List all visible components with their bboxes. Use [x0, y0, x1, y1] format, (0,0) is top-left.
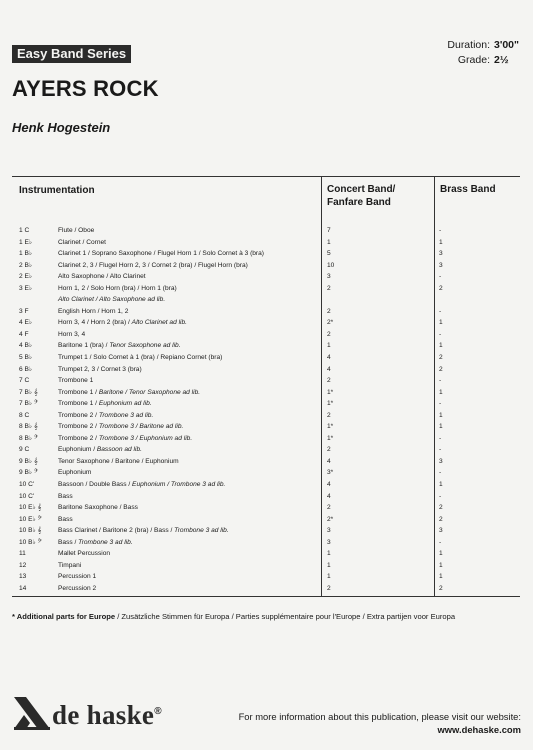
table-row: [0, 225, 533, 237]
part-number: 11: [19, 550, 26, 558]
duration-label: Duration:: [447, 39, 490, 51]
brass-band-count: 1: [439, 238, 443, 246]
part-description: [58, 479, 225, 491]
part-number: 10 E♭ 𝄢: [19, 515, 42, 523]
part-description-plain: English Horn / Horn 1, 2: [58, 307, 129, 315]
brass-band-count: -: [439, 400, 442, 408]
footnote: [12, 612, 455, 621]
registered-mark-icon: ®: [154, 706, 162, 717]
table-row: [0, 514, 533, 526]
part-number: 9 C: [19, 446, 30, 454]
brass-band-count: 3: [439, 261, 443, 269]
part-description: [58, 260, 248, 272]
table-row: [0, 306, 533, 318]
table-row: [0, 491, 533, 503]
table-row: [0, 375, 533, 387]
part-description-plain: Clarinet 2, 3 / Flugel Horn 2, 3 / Cornet 2 (bra) / Flugel Horn (bra): [58, 261, 248, 269]
part-description-plain: Bass /: [58, 538, 79, 546]
brass-band-count: 2: [439, 504, 443, 512]
part-description-italic: Alto Clarinet ad lib.: [131, 319, 188, 327]
brass-band-count: 3: [439, 457, 443, 465]
table-row: [0, 237, 533, 249]
part-number: 10 C': [19, 481, 35, 489]
footnote-bold: * Additional parts for Europe: [12, 612, 116, 621]
brass-band-count: 1: [439, 411, 443, 419]
concert-band-count: 2: [327, 307, 331, 315]
part-number: 10 B♭ 𝄢: [19, 538, 42, 546]
table-row: [0, 398, 533, 410]
part-description-plain: Timpani: [58, 561, 82, 569]
concert-band-count: 4: [327, 365, 331, 373]
part-number: 3 F: [19, 307, 29, 315]
concert-band-count: 3*: [327, 469, 334, 477]
part-description: [58, 283, 177, 295]
brass-band-count: -: [439, 469, 442, 477]
concert-band-count: 1*: [327, 400, 334, 408]
concert-band-count: 10: [327, 261, 335, 269]
brass-band-count: -: [439, 434, 442, 442]
table-row: [0, 571, 533, 583]
table-row: [0, 548, 533, 560]
part-description-plain: Trombone 2 /: [58, 434, 99, 442]
concert-band-count: 4: [327, 457, 331, 465]
part-description: [58, 548, 110, 560]
part-description: [58, 375, 93, 387]
part-description: [58, 271, 146, 283]
part-number: 8 B♭ 𝄢: [19, 434, 39, 442]
part-description-italic: Trombone 3 ad lib.: [174, 527, 229, 535]
part-number: 7 C: [19, 377, 30, 385]
table-row: [0, 352, 533, 364]
table-row: [0, 444, 533, 456]
table-row: [0, 421, 533, 433]
part-number: 13: [19, 573, 27, 581]
part-description: [58, 248, 264, 260]
part-number: 10 C': [19, 492, 35, 500]
part-description-plain: Horn 3, 4: [58, 330, 86, 338]
brass-band-count: 1: [439, 573, 443, 581]
grade-value: 2½: [494, 54, 509, 66]
part-number: 2 E♭: [19, 273, 33, 281]
part-number: 1 B♭: [19, 250, 33, 258]
part-description-plain: Trumpet 1 / Solo Cornet à 1 (bra) / Repiano Cornet (bra): [58, 354, 223, 362]
instrumentation-list: [0, 225, 533, 595]
table-row: [0, 271, 533, 283]
table-row: [0, 387, 533, 399]
brass-band-count: -: [439, 307, 442, 315]
brass-band-count: 1: [439, 561, 443, 569]
brass-band-count: 1: [439, 550, 443, 558]
concert-band-count: 2: [327, 330, 331, 338]
brass-band-count: -: [439, 492, 442, 500]
piece-title: AYERS ROCK: [12, 76, 159, 101]
concert-band-count: 1*: [327, 434, 334, 442]
part-description-italic: Trombone 3 ad lib.: [98, 411, 154, 419]
concert-band-count: 7: [327, 227, 331, 234]
brass-band-count: -: [439, 330, 442, 338]
part-description-italic: Bassoon ad lib.: [96, 446, 142, 454]
part-description-italic: Euphonium / Trombone 3 ad lib.: [132, 481, 226, 489]
brass-band-count: 2: [439, 365, 443, 373]
table-row: [0, 560, 533, 572]
part-number: 7 B♭ 𝄢: [19, 400, 39, 408]
part-description: [58, 491, 73, 503]
part-number: 1 E♭: [19, 238, 33, 246]
concert-band-header-line2: Fanfare Band: [327, 197, 391, 208]
part-description: [58, 583, 96, 595]
brass-band-count: 3: [439, 250, 443, 258]
concert-band-count: 2*: [327, 515, 334, 523]
brass-band-header: Brass Band: [440, 184, 496, 195]
part-number: 6 B♭: [19, 365, 33, 373]
table-row: [0, 260, 533, 272]
table-row: [0, 502, 533, 514]
de-haske-logo-icon: [12, 693, 52, 733]
part-description-plain: Percussion 2: [58, 584, 97, 592]
part-description: [58, 444, 142, 456]
part-number: 10 B♭ 𝄞: [19, 527, 42, 535]
footer-info-line: For more information about this publication, please visit our website:: [238, 711, 521, 722]
brass-band-count: -: [439, 446, 442, 454]
concert-band-count: 3: [327, 527, 331, 535]
part-number: 9 B♭ 𝄞: [19, 457, 38, 465]
part-description: [58, 352, 222, 364]
part-description-plain: Trombone 1 /: [58, 388, 99, 396]
brass-band-count: 2: [439, 584, 443, 592]
concert-band-count: 1: [327, 550, 331, 558]
concert-band-count: 1: [327, 573, 331, 581]
part-description-italic: Trombone 3 ad lib.: [78, 538, 133, 546]
part-description: [58, 421, 183, 433]
concert-band-count: 2: [327, 284, 331, 292]
table-row: [0, 583, 533, 595]
concert-band-count: 2: [327, 584, 331, 592]
part-description: [58, 571, 96, 583]
brass-band-count: -: [439, 377, 442, 385]
part-description-italic: Trombone 3 / Baritone ad lib.: [98, 423, 184, 431]
part-description: [58, 294, 165, 306]
part-number: 8 C: [19, 411, 30, 419]
part-description-plain: Euphonium: [58, 469, 92, 477]
part-description: [58, 537, 133, 549]
part-number: 7 B♭ 𝄞: [19, 388, 38, 396]
table-row: [0, 248, 533, 260]
part-description-plain: Euphonium /: [58, 446, 97, 454]
part-description: [58, 398, 152, 410]
part-number: 5 B♭: [19, 354, 33, 362]
part-description-italic: Tenor Saxophone ad lib.: [109, 342, 181, 350]
part-number: 4 B♭: [19, 342, 33, 350]
part-description-plain: Clarinet 1 / Soprano Saxophone / Flugel Horn 1 / Solo Cornet à 3 (bra): [58, 250, 264, 258]
concert-band-count: 5: [327, 250, 331, 258]
part-description-plain: Bass: [58, 492, 73, 500]
part-description-plain: Percussion 1: [58, 573, 97, 581]
table-row: [0, 340, 533, 352]
concert-band-count: 1: [327, 342, 331, 350]
table-row: [0, 329, 533, 341]
part-number: 4 F: [19, 330, 29, 338]
duration-grade-values: [494, 38, 519, 68]
part-number: 8 B♭ 𝄞: [19, 423, 38, 431]
part-description-plain: Trombone 2 /: [58, 411, 99, 419]
concert-band-count: 2: [327, 446, 331, 454]
brass-band-count: 2: [439, 354, 443, 362]
part-description: [58, 237, 106, 249]
part-description-plain: Bass Clarinet / Baritone 2 (bra) / Bass /: [58, 527, 175, 535]
part-description-plain: Flute / Oboe: [58, 227, 95, 234]
brass-band-count: 1: [439, 481, 443, 489]
part-number: 1 C: [19, 227, 30, 234]
concert-band-header-line1: Concert Band/: [327, 184, 396, 195]
part-number: 3 E♭: [19, 284, 33, 292]
part-description-plain: Trombone 2 /: [58, 423, 99, 431]
part-description: [58, 364, 142, 376]
series-badge: Easy Band Series: [12, 45, 131, 63]
duration-grade-labels: [442, 38, 490, 68]
part-description-italic: Euphonium ad lib.: [98, 400, 152, 408]
concert-band-count: 4: [327, 354, 331, 362]
table-row: [0, 479, 533, 491]
concert-band-count: 1: [327, 561, 331, 569]
part-description: [58, 340, 181, 352]
part-number: 12: [19, 561, 27, 569]
instrumentation-header: Instrumentation: [19, 185, 95, 196]
brass-band-count: -: [439, 538, 442, 546]
part-description: [58, 317, 187, 329]
table-row: [0, 294, 533, 306]
part-description-plain: Bass: [58, 515, 73, 523]
concert-band-count: 4: [327, 492, 331, 500]
part-description: [58, 329, 85, 341]
part-number: 9 B♭ 𝄢: [19, 469, 39, 477]
part-description-plain: Clarinet / Cornet: [58, 238, 107, 246]
part-description-italic: Alto Clarinet / Alto Saxophone ad lib.: [58, 296, 166, 304]
brass-band-count: -: [439, 273, 442, 281]
bottom-divider: [12, 596, 520, 597]
part-number: 4 E♭: [19, 319, 33, 327]
part-description: [58, 433, 192, 445]
concert-band-count: 4: [327, 481, 331, 489]
brass-band-count: 1: [439, 342, 443, 350]
table-row: [0, 283, 533, 295]
concert-band-count: 2: [327, 377, 331, 385]
brass-band-count: 1: [439, 388, 443, 396]
concert-band-count: 1: [327, 238, 331, 246]
brass-band-count: -: [439, 227, 442, 234]
brass-band-count: 1: [439, 319, 443, 327]
concert-band-header: [327, 183, 395, 209]
table-row: [0, 433, 533, 445]
concert-band-count: 2: [327, 411, 331, 419]
duration-value: 3'00": [494, 39, 519, 51]
part-number: 10 E♭ 𝄞: [19, 504, 42, 512]
table-row: [0, 364, 533, 376]
part-description-plain: Trombone 1: [58, 377, 94, 385]
footnote-rest: / Zusätzliche Stimmen für Europa / Parties supplémentaire pour l'Europe / Extra partijen voor Europa: [115, 612, 456, 621]
part-description: [58, 410, 153, 422]
part-number: 14: [19, 584, 27, 592]
composer-name: Henk Hogestein: [12, 120, 111, 135]
part-description-italic: Trombone 3 / Euphonium ad lib.: [98, 434, 193, 442]
part-description-plain: Trumpet 2, 3 / Cornet 3 (bra): [58, 365, 142, 373]
logo-wordmark: de haske: [52, 700, 155, 730]
logo-text: [52, 700, 162, 731]
part-description: [58, 560, 81, 572]
part-description-plain: Horn 1, 2 / Solo Horn (bra) / Horn 1 (bra): [58, 284, 177, 292]
part-description-plain: Alto Saxophone / Alto Clarinet: [58, 273, 146, 281]
concert-band-count: 3: [327, 538, 331, 546]
brass-band-count: 3: [439, 527, 443, 535]
concert-band-count: 1*: [327, 388, 334, 396]
concert-band-count: 2*: [327, 319, 334, 327]
concert-band-count: 2: [327, 504, 331, 512]
part-description-plain: Baritone Saxophone / Bass: [58, 504, 138, 512]
part-description: [58, 456, 179, 468]
website-link[interactable]: www.dehaske.com: [437, 724, 521, 735]
footer-info: [239, 710, 521, 736]
concert-band-count: 3: [327, 273, 331, 281]
brass-band-count: 1: [439, 423, 443, 431]
part-description: [58, 306, 128, 318]
table-row: [0, 410, 533, 422]
concert-band-count: 1*: [327, 423, 334, 431]
part-description: [58, 387, 200, 399]
top-divider: [12, 176, 520, 177]
part-description-italic: Baritone / Tenor Saxophone ad lib.: [98, 388, 201, 396]
table-row: [0, 456, 533, 468]
part-description-plain: Baritone 1 (bra) /: [58, 342, 110, 350]
brass-band-count: 2: [439, 515, 443, 523]
part-number: 2 B♭: [19, 261, 33, 269]
table-row: [0, 317, 533, 329]
part-description-plain: Trombone 1 /: [58, 400, 99, 408]
table-row: [0, 525, 533, 537]
grade-label: Grade:: [457, 54, 490, 66]
part-description: [58, 525, 229, 537]
part-description: [58, 514, 73, 526]
part-description: [58, 467, 91, 479]
part-description: [58, 225, 94, 237]
brass-band-count: 2: [439, 284, 443, 292]
table-row: [0, 467, 533, 479]
part-description-plain: Horn 3, 4 / Horn 2 (bra) /: [58, 319, 132, 327]
part-description-plain: Mallet Percussion: [58, 550, 111, 558]
part-description: [58, 502, 138, 514]
part-description-plain: Tenor Saxophone / Baritone / Euphonium: [58, 457, 179, 465]
part-description-plain: Bassoon / Double Bass /: [58, 481, 133, 489]
table-row: [0, 537, 533, 549]
